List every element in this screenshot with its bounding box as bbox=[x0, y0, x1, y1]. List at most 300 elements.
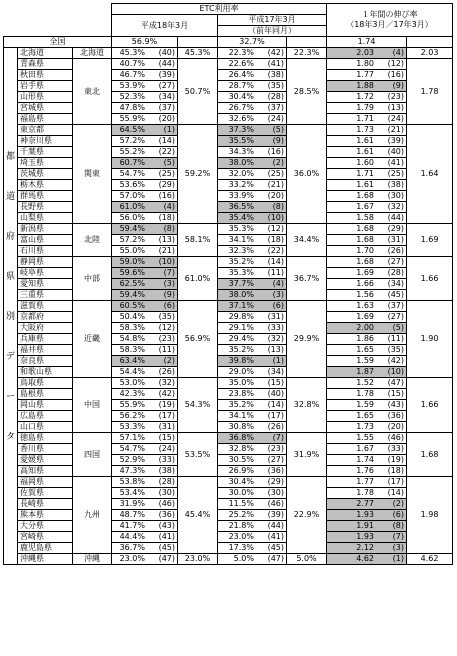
region-name: 北陸 bbox=[73, 224, 112, 257]
h18-value: 59.6% bbox=[119, 268, 145, 277]
h18-rank: (22) bbox=[158, 147, 175, 156]
header-growth-line2: （18年3月／17年3月） bbox=[346, 20, 433, 29]
growth-value: 1.68 bbox=[356, 235, 374, 244]
prefecture-name: 島根県 bbox=[18, 389, 73, 400]
region-h17-avg: 29.9% bbox=[287, 301, 327, 378]
prefecture-name: 滋賀県 bbox=[18, 301, 73, 312]
h18-value-cell bbox=[112, 246, 178, 257]
growth-value-cell bbox=[327, 224, 407, 235]
h17-value-cell bbox=[218, 81, 287, 92]
h17-value: 23.8% bbox=[228, 389, 254, 398]
region-name: 関東 bbox=[73, 125, 112, 224]
growth-value: 1.61 bbox=[356, 136, 374, 145]
h18-value-cell bbox=[112, 48, 178, 59]
growth-value-cell bbox=[327, 81, 407, 92]
growth-value: 1.78 bbox=[356, 389, 374, 398]
table-row bbox=[4, 532, 453, 543]
region-growth-avg: 1.64 bbox=[407, 125, 453, 224]
national-growth-blank bbox=[407, 37, 453, 48]
h17-rank: (14) bbox=[267, 257, 284, 266]
growth-rank: (40) bbox=[387, 147, 404, 156]
h18-value-cell bbox=[112, 92, 178, 103]
h17-value: 29.0% bbox=[228, 367, 254, 376]
h18-rank: (43) bbox=[158, 521, 175, 530]
h18-value: 53.4% bbox=[119, 488, 145, 497]
growth-value-cell bbox=[327, 389, 407, 400]
prefecture-name: 福岡県 bbox=[18, 477, 73, 488]
growth-value-cell bbox=[327, 378, 407, 389]
h18-rank: (45) bbox=[158, 543, 175, 552]
h17-value-cell bbox=[218, 499, 287, 510]
table-row bbox=[4, 103, 453, 114]
h17-value: 38.0% bbox=[228, 290, 254, 299]
growth-rank: (36) bbox=[387, 411, 404, 420]
h18-value-cell bbox=[112, 455, 178, 466]
h18-rank: (26) bbox=[158, 367, 175, 376]
growth-value: 1.71 bbox=[356, 114, 374, 123]
table-row bbox=[4, 389, 453, 400]
h18-value-cell bbox=[112, 158, 178, 169]
growth-value: 1.70 bbox=[356, 246, 374, 255]
prefecture-name: 茨城県 bbox=[18, 169, 73, 180]
growth-value-cell bbox=[327, 466, 407, 477]
h18-rank: (41) bbox=[158, 532, 175, 541]
h17-rank: (24) bbox=[267, 114, 284, 123]
h17-rank: (37) bbox=[267, 103, 284, 112]
table-row bbox=[4, 169, 453, 180]
growth-rank: (47) bbox=[387, 378, 404, 387]
h17-rank: (42) bbox=[267, 48, 284, 57]
h17-rank: (3) bbox=[272, 290, 284, 299]
h17-rank: (23) bbox=[267, 444, 284, 453]
growth-value-cell bbox=[327, 114, 407, 125]
h17-value: 30.8% bbox=[228, 422, 254, 431]
growth-value-cell bbox=[327, 521, 407, 532]
header-etc-rate: ETC利用率 bbox=[112, 4, 327, 15]
prefecture-name: 新潟県 bbox=[18, 224, 73, 235]
h17-value-cell bbox=[218, 257, 287, 268]
h18-rank: (37) bbox=[158, 103, 175, 112]
h17-value-cell bbox=[218, 389, 287, 400]
table-row bbox=[4, 356, 453, 367]
h17-rank: (9) bbox=[272, 136, 284, 145]
h17-value-cell bbox=[218, 455, 287, 466]
h18-rank: (7) bbox=[163, 268, 175, 277]
region-h18-avg: 58.1% bbox=[178, 224, 218, 257]
h17-rank: (38) bbox=[267, 70, 284, 79]
prefecture-name: 福島県 bbox=[18, 114, 73, 125]
h17-rank: (4) bbox=[272, 279, 284, 288]
h18-value-cell bbox=[112, 444, 178, 455]
table-row bbox=[4, 202, 453, 213]
national-h18: 56.9% bbox=[112, 37, 178, 48]
h17-value-cell bbox=[218, 125, 287, 136]
h18-value-cell bbox=[112, 521, 178, 532]
growth-value-cell bbox=[327, 510, 407, 521]
h18-rank: (13) bbox=[158, 235, 175, 244]
growth-value-cell bbox=[327, 213, 407, 224]
h17-rank: (36) bbox=[267, 466, 284, 475]
h18-value: 53.8% bbox=[119, 477, 145, 486]
prefecture-name: 岡山県 bbox=[18, 400, 73, 411]
prefecture-name: 香川県 bbox=[18, 444, 73, 455]
h17-rank: (14) bbox=[267, 400, 284, 409]
region-h18-avg: 54.3% bbox=[178, 378, 218, 433]
h17-value: 30.5% bbox=[228, 455, 254, 464]
h18-value: 55.9% bbox=[119, 400, 145, 409]
growth-value: 1.59 bbox=[356, 356, 374, 365]
h18-rank: (30) bbox=[158, 488, 175, 497]
h18-rank: (31) bbox=[158, 422, 175, 431]
growth-value: 2.12 bbox=[356, 543, 374, 552]
region-growth-avg: 1.66 bbox=[407, 257, 453, 301]
h17-value-cell bbox=[218, 235, 287, 246]
growth-rank: (28) bbox=[387, 268, 404, 277]
h17-rank: (35) bbox=[267, 81, 284, 90]
h17-rank: (1) bbox=[272, 356, 284, 365]
growth-value: 1.61 bbox=[356, 180, 374, 189]
table-row bbox=[4, 147, 453, 158]
prefecture-name: 三重県 bbox=[18, 290, 73, 301]
national-h18-blank bbox=[178, 37, 218, 48]
h18-rank: (15) bbox=[158, 433, 175, 442]
growth-value: 1.74 bbox=[356, 455, 374, 464]
h17-value-cell bbox=[218, 180, 287, 191]
h17-value: 37.1% bbox=[228, 301, 254, 310]
h17-value: 35.2% bbox=[228, 345, 254, 354]
h17-value-cell bbox=[218, 92, 287, 103]
prefecture-name: 岐阜県 bbox=[18, 268, 73, 279]
growth-rank: (27) bbox=[387, 257, 404, 266]
growth-rank: (13) bbox=[387, 103, 404, 112]
h18-value-cell bbox=[112, 378, 178, 389]
h18-rank: (5) bbox=[163, 158, 175, 167]
h17-rank: (27) bbox=[267, 455, 284, 464]
region-h17-avg: 22.3% bbox=[287, 48, 327, 59]
region-growth-avg: 4.62 bbox=[407, 554, 453, 565]
h17-value: 30.0% bbox=[228, 488, 254, 497]
h18-value: 54.7% bbox=[119, 444, 145, 453]
prefecture-name: 愛知県 bbox=[18, 279, 73, 290]
h18-value: 54.7% bbox=[119, 169, 145, 178]
h17-value: 22.6% bbox=[228, 59, 254, 68]
h17-rank: (28) bbox=[267, 92, 284, 101]
region-h17-avg: 36.0% bbox=[287, 125, 327, 224]
h17-value: 28.7% bbox=[228, 81, 254, 90]
table-row bbox=[4, 422, 453, 433]
growth-rank: (5) bbox=[392, 323, 404, 332]
growth-rank: (30) bbox=[387, 191, 404, 200]
h18-value-cell bbox=[112, 136, 178, 147]
h18-rank: (33) bbox=[158, 455, 175, 464]
prefecture-name: 山梨県 bbox=[18, 213, 73, 224]
h18-rank: (36) bbox=[158, 510, 175, 519]
growth-rank: (20) bbox=[387, 422, 404, 431]
h18-rank: (24) bbox=[158, 444, 175, 453]
table-row bbox=[4, 345, 453, 356]
region-growth-avg: 1.69 bbox=[407, 224, 453, 257]
growth-rank: (39) bbox=[387, 136, 404, 145]
h17-rank: (15) bbox=[267, 378, 284, 387]
growth-value-cell bbox=[327, 422, 407, 433]
h17-rank: (12) bbox=[267, 224, 284, 233]
h18-rank: (38) bbox=[158, 466, 175, 475]
growth-value-cell bbox=[327, 367, 407, 378]
h18-rank: (19) bbox=[158, 400, 175, 409]
growth-value: 1.68 bbox=[356, 257, 374, 266]
h17-value-cell bbox=[218, 510, 287, 521]
h17-value-cell bbox=[218, 378, 287, 389]
growth-value: 1.72 bbox=[356, 92, 374, 101]
h17-value: 23.0% bbox=[228, 532, 254, 541]
table-row bbox=[4, 180, 453, 191]
growth-rank: (6) bbox=[392, 510, 404, 519]
growth-rank: (12) bbox=[387, 59, 404, 68]
h17-rank: (41) bbox=[267, 59, 284, 68]
region-growth-avg: 1.78 bbox=[407, 59, 453, 125]
h17-value-cell bbox=[218, 136, 287, 147]
h18-rank: (40) bbox=[158, 48, 175, 57]
growth-value-cell bbox=[327, 543, 407, 554]
growth-rank: (29) bbox=[387, 224, 404, 233]
h18-value: 60.5% bbox=[119, 301, 145, 310]
region-h18-avg: 53.5% bbox=[178, 433, 218, 477]
national-row bbox=[4, 37, 453, 48]
h18-rank: (20) bbox=[158, 114, 175, 123]
h18-value: 44.4% bbox=[119, 532, 145, 541]
growth-value-cell bbox=[327, 433, 407, 444]
h18-value: 53.9% bbox=[119, 81, 145, 90]
h18-value: 31.9% bbox=[119, 499, 145, 508]
header-row-1 bbox=[4, 4, 453, 15]
region-h17-avg: 31.9% bbox=[287, 433, 327, 477]
h18-value: 36.7% bbox=[119, 543, 145, 552]
h18-value-cell bbox=[112, 70, 178, 81]
region-h17-avg: 32.8% bbox=[287, 378, 327, 433]
growth-rank: (24) bbox=[387, 114, 404, 123]
h17-rank: (31) bbox=[267, 312, 284, 321]
h18-rank: (17) bbox=[158, 411, 175, 420]
prefecture-name: 山形県 bbox=[18, 92, 73, 103]
growth-rank: (11) bbox=[387, 334, 404, 343]
h17-rank: (47) bbox=[267, 554, 284, 563]
h18-value: 56.0% bbox=[119, 213, 145, 222]
table-row bbox=[4, 279, 453, 290]
region-h18-avg: 45.4% bbox=[178, 477, 218, 554]
h17-value: 36.8% bbox=[228, 433, 254, 442]
h17-value: 34.3% bbox=[228, 147, 254, 156]
prefecture-name: 宮城県 bbox=[18, 103, 73, 114]
table-row bbox=[4, 81, 453, 92]
h17-value-cell bbox=[218, 246, 287, 257]
growth-value-cell bbox=[327, 356, 407, 367]
region-growth-avg: 2.03 bbox=[407, 48, 453, 59]
h18-value-cell bbox=[112, 510, 178, 521]
h18-value: 53.0% bbox=[119, 378, 145, 387]
table-row bbox=[4, 257, 453, 268]
growth-value-cell bbox=[327, 411, 407, 422]
region-h18-avg: 50.7% bbox=[178, 59, 218, 125]
h18-value: 53.3% bbox=[119, 422, 145, 431]
h18-value: 55.9% bbox=[119, 114, 145, 123]
growth-rank: (43) bbox=[387, 400, 404, 409]
growth-value-cell bbox=[327, 334, 407, 345]
growth-value: 2.00 bbox=[356, 323, 374, 332]
h17-value: 35.5% bbox=[228, 136, 254, 145]
h17-value: 30.4% bbox=[228, 477, 254, 486]
growth-value: 1.79 bbox=[356, 103, 374, 112]
growth-value-cell bbox=[327, 103, 407, 114]
growth-value-cell bbox=[327, 257, 407, 268]
region-name: 近畿 bbox=[73, 301, 112, 378]
h17-rank: (32) bbox=[267, 334, 284, 343]
h17-rank: (25) bbox=[267, 169, 284, 178]
h17-value-cell bbox=[218, 345, 287, 356]
h18-value-cell bbox=[112, 257, 178, 268]
growth-rank: (23) bbox=[387, 92, 404, 101]
table-row bbox=[4, 136, 453, 147]
h17-value-cell bbox=[218, 477, 287, 488]
growth-value-cell bbox=[327, 488, 407, 499]
h17-value-cell bbox=[218, 356, 287, 367]
growth-rank: (32) bbox=[387, 202, 404, 211]
growth-value-cell bbox=[327, 70, 407, 81]
table-row bbox=[4, 59, 453, 70]
h18-value: 54.4% bbox=[119, 367, 145, 376]
region-growth-avg: 1.98 bbox=[407, 477, 453, 554]
h18-value: 55.0% bbox=[119, 246, 145, 255]
h18-value: 23.0% bbox=[119, 554, 145, 563]
region-name: 北海道 bbox=[73, 48, 112, 59]
growth-value: 1.66 bbox=[356, 279, 374, 288]
h18-value-cell bbox=[112, 81, 178, 92]
h18-rank: (9) bbox=[163, 290, 175, 299]
h17-value: 5.0% bbox=[233, 554, 254, 563]
growth-value: 1.77 bbox=[356, 70, 374, 79]
h18-value: 62.5% bbox=[119, 279, 145, 288]
growth-value-cell bbox=[327, 158, 407, 169]
growth-value: 1.68 bbox=[356, 191, 374, 200]
h18-rank: (21) bbox=[158, 246, 175, 255]
region-h17-avg: 34.4% bbox=[287, 224, 327, 257]
prefecture-name: 群馬県 bbox=[18, 191, 73, 202]
region-h18-avg: 61.0% bbox=[178, 257, 218, 301]
side-label-char: 都 bbox=[5, 152, 15, 162]
growth-value-cell bbox=[327, 554, 407, 565]
h17-value: 29.8% bbox=[228, 312, 254, 321]
h18-value-cell bbox=[112, 477, 178, 488]
prefecture-name: 奈良県 bbox=[18, 356, 73, 367]
h17-value: 34.1% bbox=[228, 411, 254, 420]
h18-rank: (39) bbox=[158, 70, 175, 79]
h18-rank: (32) bbox=[158, 378, 175, 387]
prefecture-name: 徳島県 bbox=[18, 433, 73, 444]
h18-value: 59.4% bbox=[119, 224, 145, 233]
h17-value: 26.4% bbox=[228, 70, 254, 79]
growth-value: 1.65 bbox=[356, 411, 374, 420]
h18-value: 61.0% bbox=[119, 202, 145, 211]
h18-rank: (35) bbox=[158, 312, 175, 321]
h18-value-cell bbox=[112, 125, 178, 136]
table-row bbox=[4, 554, 453, 565]
h17-rank: (41) bbox=[267, 532, 284, 541]
h17-value: 29.1% bbox=[228, 323, 254, 332]
prefecture-name: 岩手県 bbox=[18, 81, 73, 92]
h17-value-cell bbox=[218, 169, 287, 180]
region-growth-avg: 1.68 bbox=[407, 433, 453, 477]
h18-value: 60.7% bbox=[119, 158, 145, 167]
h17-value: 39.8% bbox=[228, 356, 254, 365]
growth-value: 1.91 bbox=[356, 521, 374, 530]
h18-rank: (23) bbox=[158, 334, 175, 343]
growth-value: 1.93 bbox=[356, 532, 374, 541]
growth-value-cell bbox=[327, 345, 407, 356]
national-growth: 1.74 bbox=[327, 37, 407, 48]
growth-value-cell bbox=[327, 323, 407, 334]
table-row bbox=[4, 48, 453, 59]
h17-value-cell bbox=[218, 224, 287, 235]
h17-rank: (18) bbox=[267, 235, 284, 244]
national-h17-blank bbox=[287, 37, 327, 48]
h18-value: 48.7% bbox=[119, 510, 145, 519]
h18-rank: (12) bbox=[158, 323, 175, 332]
growth-rank: (44) bbox=[387, 213, 404, 222]
growth-rank: (7) bbox=[392, 532, 404, 541]
h17-value-cell bbox=[218, 488, 287, 499]
h17-rank: (13) bbox=[267, 345, 284, 354]
h18-rank: (10) bbox=[158, 257, 175, 266]
h18-value-cell bbox=[112, 268, 178, 279]
header-corner bbox=[4, 4, 112, 37]
region-h18-avg: 45.3% bbox=[178, 48, 218, 59]
h18-value: 45.3% bbox=[119, 48, 145, 57]
table-row bbox=[4, 125, 453, 136]
h17-value-cell bbox=[218, 554, 287, 565]
h18-value-cell bbox=[112, 191, 178, 202]
growth-value-cell bbox=[327, 279, 407, 290]
table-row bbox=[4, 312, 453, 323]
growth-rank: (31) bbox=[387, 235, 404, 244]
growth-rank: (33) bbox=[387, 444, 404, 453]
region-growth-avg: 1.66 bbox=[407, 378, 453, 433]
h17-value: 34.1% bbox=[228, 235, 254, 244]
h18-rank: (44) bbox=[158, 59, 175, 68]
prefecture-name: 長野県 bbox=[18, 202, 73, 213]
h17-value-cell bbox=[218, 48, 287, 59]
table-row bbox=[4, 70, 453, 81]
region-name: 中部 bbox=[73, 257, 112, 301]
prefecture-name: 東京都 bbox=[18, 125, 73, 136]
growth-value: 1.80 bbox=[356, 59, 374, 68]
region-name: 九州 bbox=[73, 477, 112, 554]
table-row bbox=[4, 466, 453, 477]
h18-value-cell bbox=[112, 290, 178, 301]
prefecture-name: 福井県 bbox=[18, 345, 73, 356]
table-row bbox=[4, 433, 453, 444]
header-h18: 平成18年3月 bbox=[112, 15, 218, 37]
h17-rank: (20) bbox=[267, 191, 284, 200]
h18-value-cell bbox=[112, 400, 178, 411]
table-row bbox=[4, 246, 453, 257]
growth-value: 1.77 bbox=[356, 477, 374, 486]
h18-value: 56.2% bbox=[119, 411, 145, 420]
growth-value: 1.88 bbox=[356, 81, 374, 90]
h17-value-cell bbox=[218, 422, 287, 433]
h18-value: 63.4% bbox=[119, 356, 145, 365]
h18-value: 54.8% bbox=[119, 334, 145, 343]
h17-value: 36.5% bbox=[228, 202, 254, 211]
h18-rank: (34) bbox=[158, 92, 175, 101]
